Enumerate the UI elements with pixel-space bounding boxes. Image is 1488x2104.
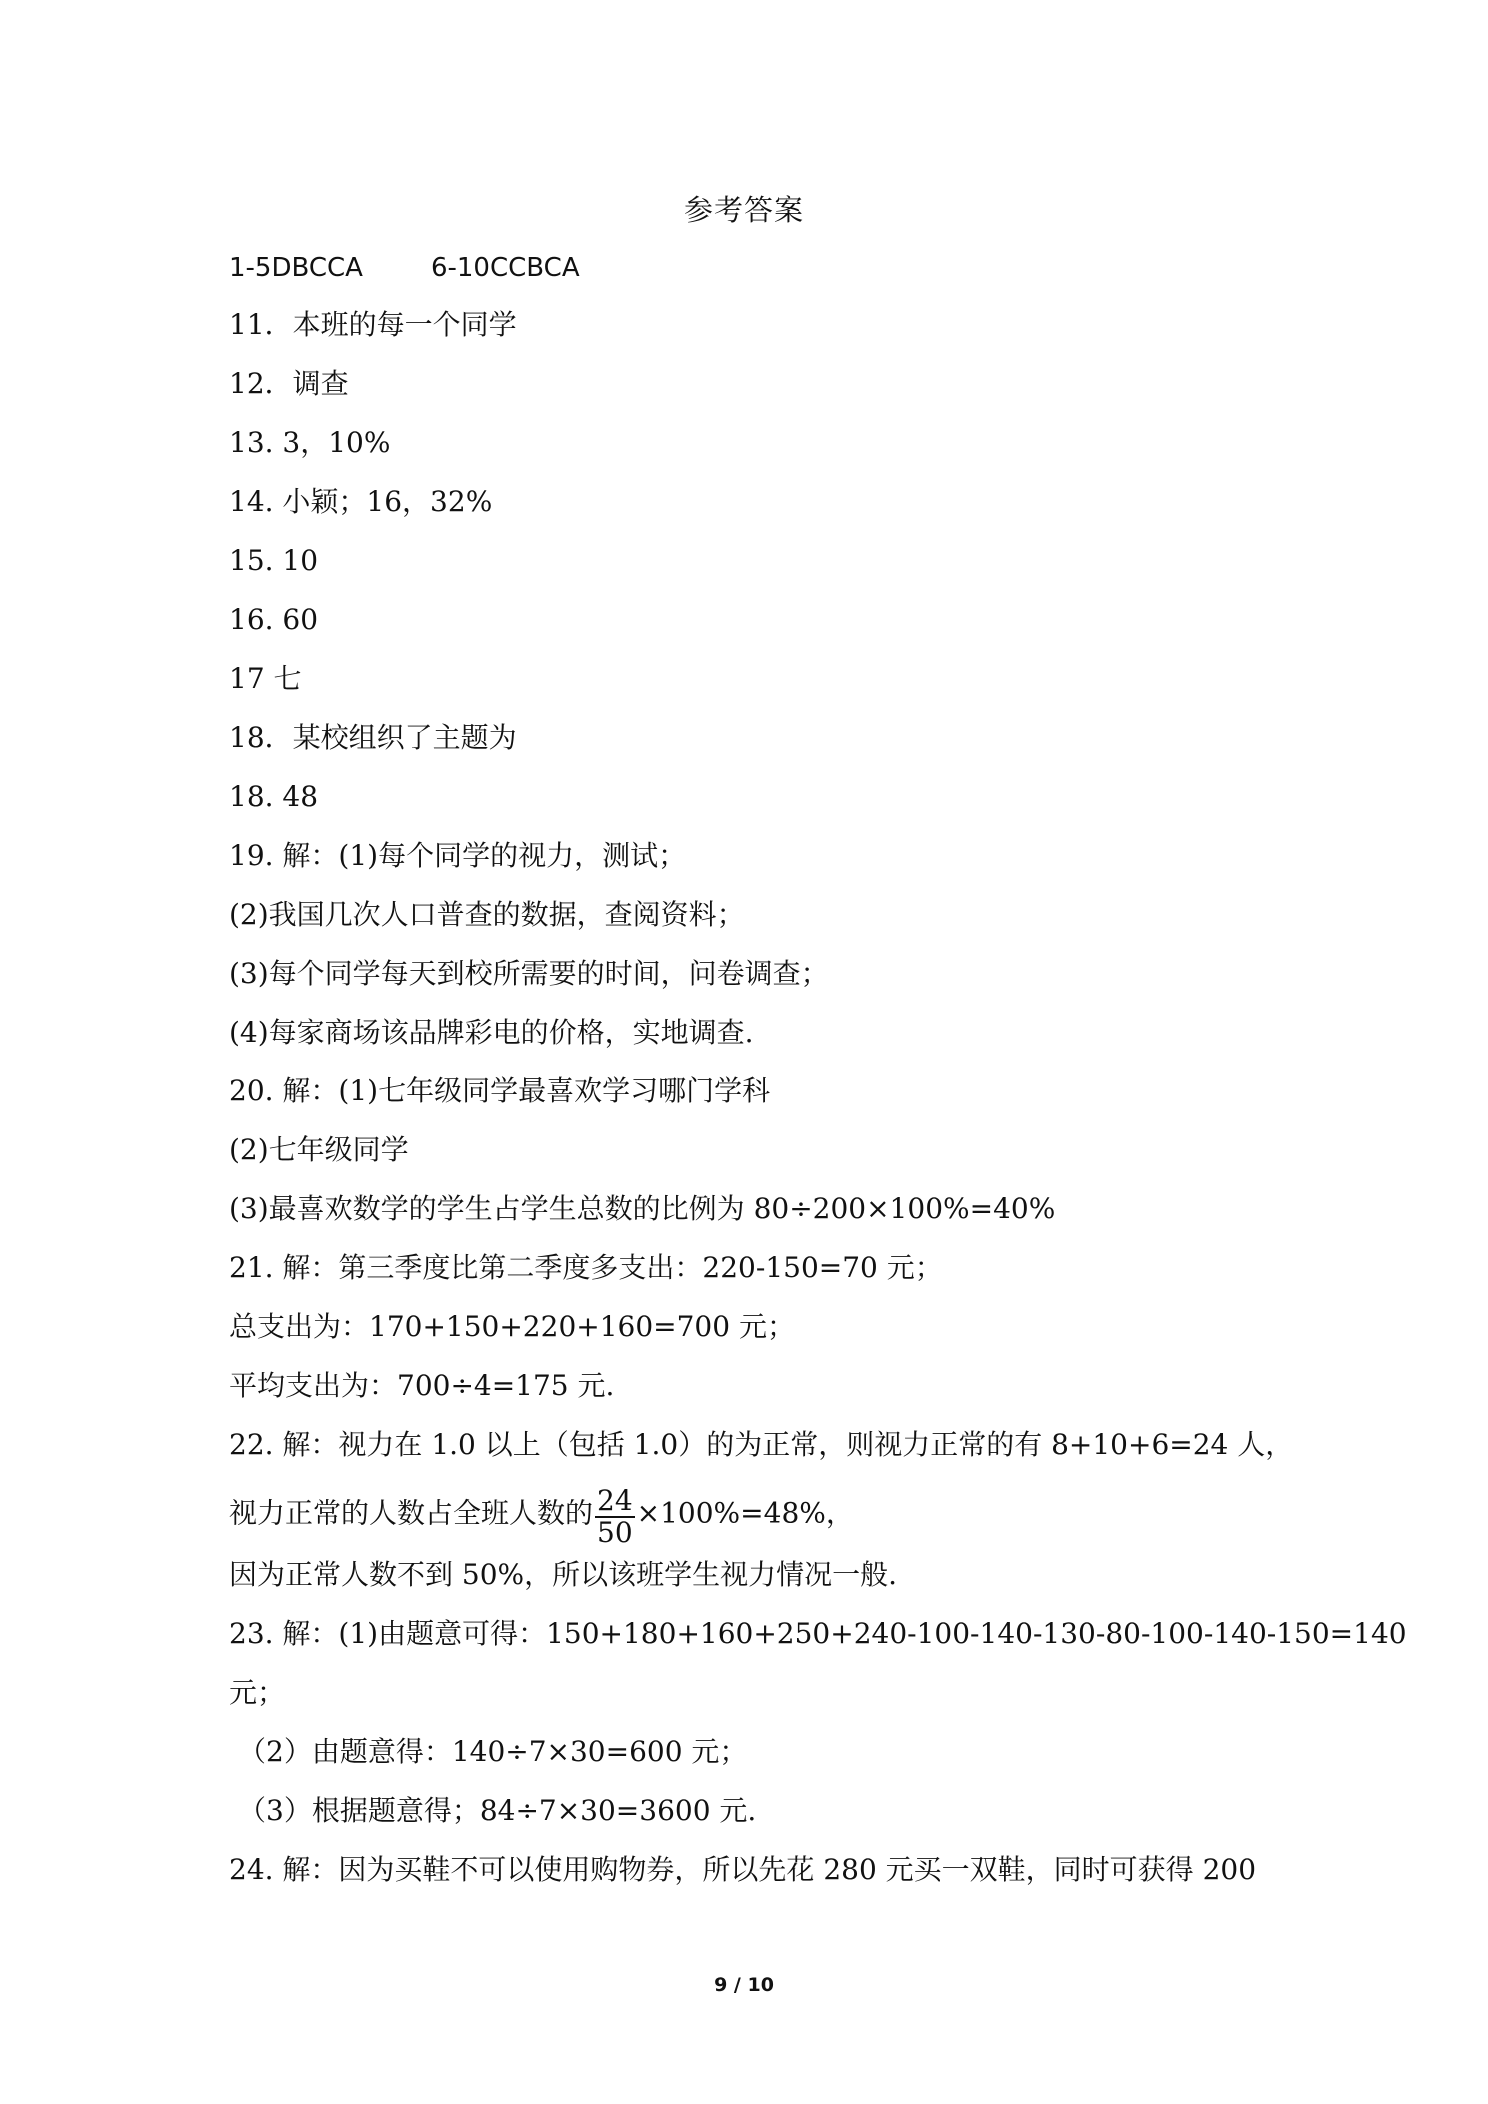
answer-19-part-2: (2)我国几次人口普查的数据，查阅资料； [229,898,745,931]
answer-23-line-3: （2）由题意得：140÷7×30=600 元； [238,1735,748,1768]
answer-19-part-3: (3)每个同学每天到校所需要的时间，问卷调查； [229,957,829,990]
answer-21-line-3: 平均支出为：700÷4=175 元. [229,1369,615,1402]
answer-15: 15. 10 [229,544,319,577]
answer-18-value: 18. 48 [229,780,319,813]
answer-13: 13. 3，10% [229,426,391,459]
page-number: 9 / 10 [714,1974,774,1996]
fraction-denominator: 50 [597,1516,633,1549]
fraction [595,1486,635,1548]
mc-answers-6-10: 6-10CCBCA [430,253,580,283]
answer-22-line-2-suffix: ×100%=48%， [636,1496,854,1530]
answer-23-line-1: 23. 解：(1)由题意可得：150+180+160+250+240-100-140-130-80-100-140-150=140 [229,1617,1407,1650]
mc-answers-line [229,250,580,286]
answer-23-line-2: 元； [229,1676,286,1709]
answer-17: 17 七 [229,662,302,695]
answer-19-part-4: (4)每家商场该品牌彩电的价格，实地调查. [229,1016,754,1049]
answer-22-line-3: 因为正常人数不到 50%，所以该班学生视力情况一般. [229,1558,898,1591]
fraction-numerator: 24 [597,1484,633,1517]
answer-21-line-1: 21. 解：第三季度比第二季度多支出：220-150=70 元； [229,1251,943,1284]
answer-11: 11．本班的每一个同学 [229,308,517,341]
page-title: 参考答案 [683,193,804,227]
answer-23-line-4: （3）根据题意得；84÷7×30=3600 元. [238,1794,757,1827]
answer-21-line-2: 总支出为：170+150+220+160=700 元； [229,1310,795,1343]
answer-20-part-2: (2)七年级同学 [229,1133,409,1166]
answer-16: 16. 60 [229,603,319,636]
answer-24-line-1: 24. 解：因为买鞋不可以使用购物券，所以先花 280 元买一双鞋，同时可获得 200 [229,1853,1257,1886]
answer-22-line-1: 22. 解：视力在 1.0 以上（包括 1.0）的为正常，则视力正常的有 8+10+6=24 人， [229,1428,1294,1461]
answer-12: 12．调查 [229,367,349,400]
answer-20-part-1: 20. 解：(1)七年级同学最喜欢学习哪门学科 [229,1074,771,1107]
mc-answers-1-5: 1-5DBCCA [229,253,363,283]
answer-18-heading: 18．某校组织了主题为 [229,721,517,754]
answer-19-part-1: 19. 解：(1)每个同学的视力，测试； [229,839,687,872]
answer-22-line-2 [229,1484,854,1549]
answer-14: 14. 小颖；16，32% [229,485,493,518]
answer-22-line-2-prefix: 视力正常的人数占全班人数的 [229,1496,594,1530]
answer-20-part-3: (3)最喜欢数学的学生占学生总数的比例为 80÷200×100%=40% [229,1192,1056,1225]
